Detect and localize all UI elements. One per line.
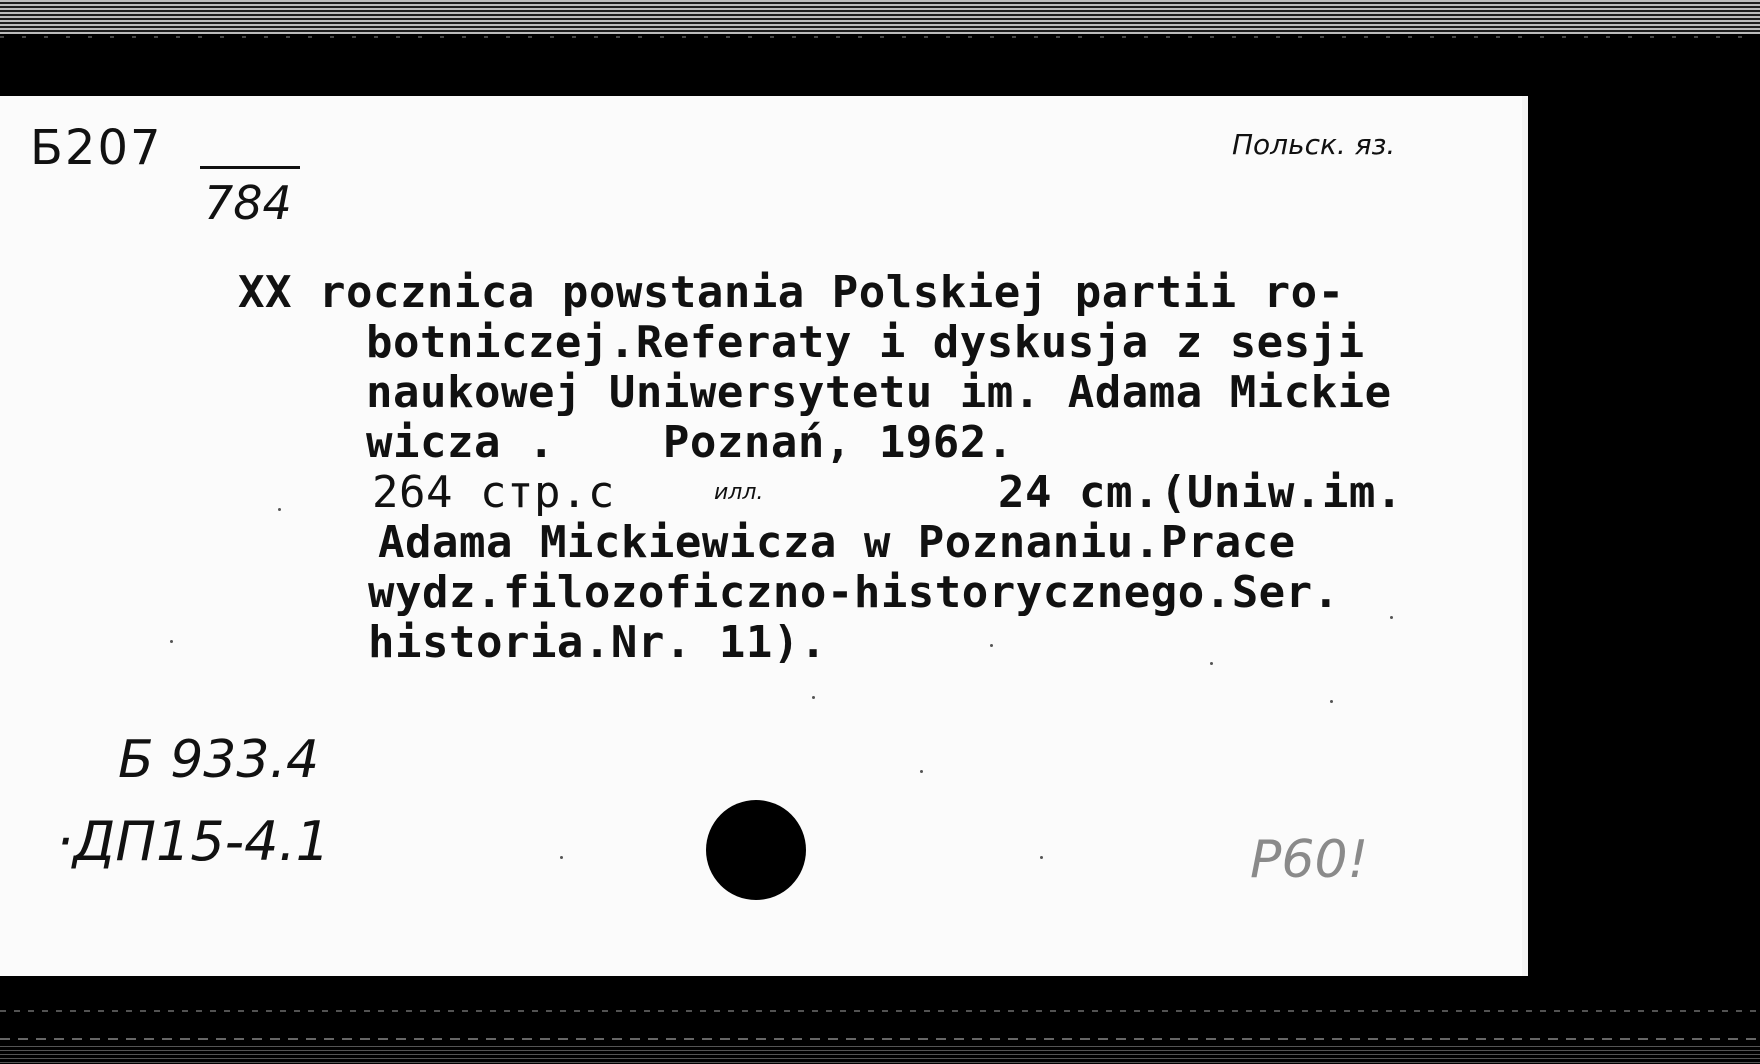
title-line-4: wicza . Poznań, 1962. [366,417,1014,468]
scan-speck [1390,616,1393,619]
shelf-mark-1: Б 933.4 [118,730,320,790]
illustrations-note: илл. [714,480,764,505]
size-and-series-start: 24 cm.(Uniw.im. [998,467,1403,518]
scan-speck [1040,856,1043,859]
scan-speck [560,856,563,859]
scan-artifact-line [0,1038,1760,1040]
card-punch-hole [706,800,806,900]
call-number-top: Б207 [30,120,163,176]
scan-speck [278,508,281,511]
title-line-1: XX rocznica powstania Polskiej partii ro- [238,267,1345,318]
scan-speck [1210,662,1213,665]
call-number-bottom: 784 [204,176,292,230]
series-line-1: Adama Mickiewicza w Poznaniu.Prace [378,517,1296,568]
scan-speck [812,696,815,699]
series-line-2: wydz.filozoficzno-historycznego.Ser. [368,567,1340,618]
language-note: Польск. яз. [1232,128,1396,161]
series-line-3: historia.Nr. 11). [368,617,827,668]
scan-bottom-border [0,1046,1760,1064]
title-line-3: naukowej Uniwersytetu im. Adama Mickie [366,367,1392,418]
shelf-mark-2: ·ДП15-4.1 [56,810,331,873]
scan-speck [1330,700,1333,703]
scan-speck [170,640,173,643]
scan-top-border [0,0,1760,34]
scan-speck [920,770,923,773]
stamp-number: Р60! [1250,830,1369,890]
scan-artifact-line [0,36,1760,38]
pages-count: 264 стр.с [372,467,615,518]
scan-artifact-line [0,1010,1760,1012]
scan-speck [990,644,993,647]
title-line-2: botniczej.Referaty i dyskusja z sesji [366,317,1365,368]
call-number-divider [200,166,300,169]
